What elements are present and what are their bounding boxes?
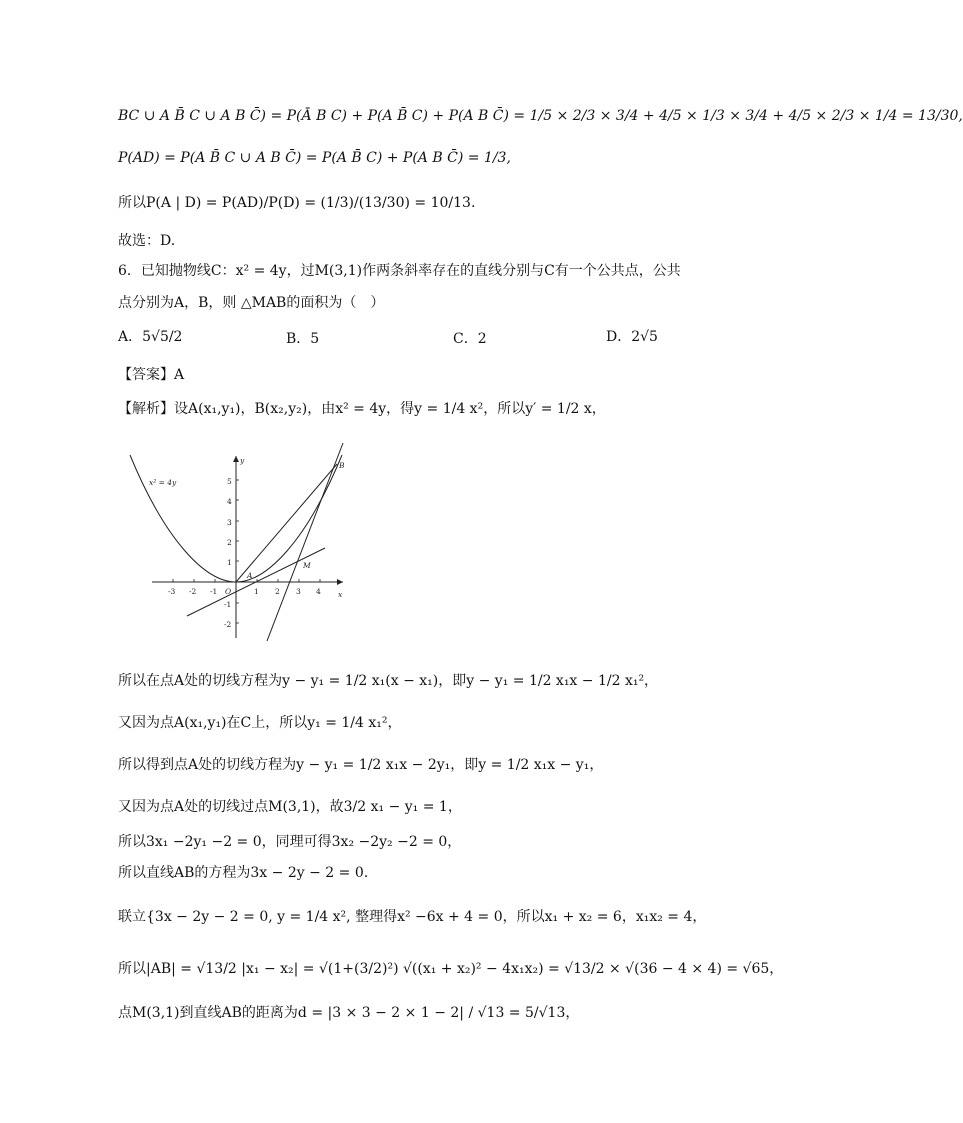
y-tick-label: 5 [227, 477, 232, 486]
x-tick-label: -2 [189, 587, 197, 596]
y-tick-label: 2 [227, 538, 232, 547]
question-6-line-2: 点分别为A，B，则 △MAB的面积为（ ） [118, 295, 385, 311]
curve-label: x² = 4y [149, 478, 177, 487]
option-d: D．2√5 [606, 329, 658, 345]
point-m-label: M [303, 561, 311, 570]
answer-choice-line: 故选：D. [118, 233, 176, 249]
y-axis-arrow-icon [233, 456, 239, 462]
analysis-line-5: 又因为点A处的切线过点M(3,1)，故3/2 x₁ − y₁ = 1， [118, 799, 462, 815]
y-tick-label: 4 [227, 497, 232, 506]
solution-line-1: BC ∪ A B̄ C ∪ A B C̄) = P(Ā B C) + P(A B̄ C) + P(A B C̄) = 1/5 × 2/3 × 3/4 + 4/5 × 1/3 × 3/4 + 4/5 × 2/3 × 1/4 = 13/30, [118, 108, 963, 124]
tangent-line-at-b [267, 443, 343, 641]
analysis-line-7: 所以直线AB的方程为3x − 2y − 2 = 0. [118, 865, 369, 881]
analysis-line-3: 又因为点A(x₁,y₁)在C上，所以y₁ = 1/4 x₁²， [118, 715, 402, 731]
chord-ab [236, 464, 337, 582]
origin-label: O [225, 587, 232, 596]
analysis-line-1: 【解析】设A(x₁,y₁)，B(x₂,y₂)，由x² = 4y，得y = 1/4 x²，所以y′ = 1/2 x， [118, 401, 606, 417]
analysis-line-8: 联立{3x − 2y − 2 = 0, y = 1/4 x², 整理得x² −6x + 4 = 0，所以x₁ + x₂ = 6，x₁x₂ = 4， [118, 909, 707, 925]
option-b: B．5 [286, 331, 320, 347]
option-a: A．5√5/2 [118, 329, 183, 345]
solution-line-3: 所以P(A | D) = P(AD)/P(D) = (1/3)/(13/30) = 10/13. [118, 195, 476, 211]
analysis-line-9: 所以|AB| = √13/2 |x₁ − x₂| = √(1+(3/2)²) √((x₁ + x₂)² − 4x₁x₂) = √13/2 × √(36 − 4 × 4) = √65， [118, 961, 784, 977]
y-tick-label: 1 [227, 558, 232, 567]
x-tick-label: 2 [275, 587, 280, 596]
point-a-label: A [247, 571, 253, 580]
analysis-line-6: 所以3x₁ −2y₁ −2 = 0，同理可得3x₂ −2y₂ −2 = 0， [118, 834, 462, 850]
answer-label: 【答案】A [118, 367, 185, 383]
y-tick-label: -1 [224, 600, 232, 609]
option-c: C．2 [453, 331, 487, 347]
question-6-line-1: 6．已知抛物线C：x² = 4y，过M(3,1)作两条斜率存在的直线分别与C有一个公共点，公共 [118, 263, 681, 279]
x-tick-label: 3 [296, 587, 301, 596]
x-tick-label: -3 [168, 587, 176, 596]
x-tick-label: 4 [316, 587, 321, 596]
x-tick-label: 1 [254, 587, 259, 596]
parabola-graph [125, 440, 355, 645]
analysis-line-10: 点M(3,1)到直线AB的距离为d = |3 × 3 − 2 × 1 − 2| / √13 = 5/√13， [118, 1005, 580, 1021]
y-tick-label: 3 [227, 518, 232, 527]
solution-line-2: P(AD) = P(A B̄ C ∪ A B C̄) = P(A B̄ C) + P(A B C̄) = 1/3, [118, 150, 511, 166]
y-tick-label: -2 [224, 620, 232, 629]
x-axis-label: x [338, 590, 343, 599]
point-b-label: B [339, 461, 345, 470]
y-axis-label: y [240, 456, 245, 465]
parabola-figure [125, 440, 355, 645]
analysis-line-2: 所以在点A处的切线方程为y − y₁ = 1/2 x₁(x − x₁)，即y − y₁ = 1/2 x₁x − 1/2 x₁²， [118, 673, 659, 689]
x-axis-arrow-icon [337, 579, 343, 585]
analysis-line-4: 所以得到点A处的切线方程为y − y₁ = 1/2 x₁x − 2y₁，即y = 1/2 x₁x − y₁， [118, 757, 604, 773]
x-tick-label: -1 [210, 587, 218, 596]
